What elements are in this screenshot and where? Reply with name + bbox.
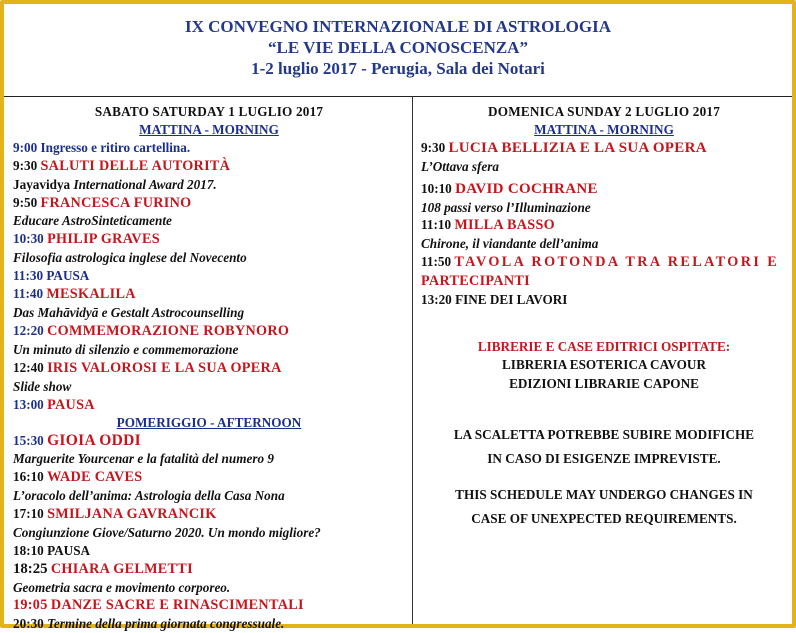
sunday-column (421, 103, 787, 531)
schedule-note (13, 176, 405, 194)
item-time: 15:30 (13, 433, 44, 449)
item-text: FINE DEI LAVORI (455, 292, 568, 308)
schedule-item (13, 596, 405, 615)
item-speaker: PAUSA (47, 396, 95, 413)
item-time: 12:40 (13, 359, 44, 375)
notice-en-line2: CASE OF UNEXPECTED REQUIREMENTS. (471, 511, 737, 527)
schedule-note: Marguerite Yourcenar e la fatalità del numero 9 (13, 451, 274, 467)
schedule-item (421, 180, 787, 199)
item-time: 10:30 (13, 231, 44, 247)
notice-italian (421, 423, 787, 471)
schedule-item (13, 322, 405, 341)
item-speaker: COMMEMORAZIONE ROBYNORO (47, 322, 290, 339)
item-speaker: TAVOLA ROTONDA TRA RELATORI E (454, 254, 780, 271)
schedule-item (13, 139, 405, 157)
note-text: International Award 2017. (73, 176, 217, 192)
schedule-note: Congiunzione Giove/Saturno 2020. Un mondo migliore? (13, 524, 321, 540)
schedule-item (13, 396, 405, 415)
poster-header (4, 16, 792, 79)
publisher-item: EDIZIONI LIBRARIE CAPONE (509, 375, 699, 391)
note-prefix: Jayavidya (13, 176, 74, 192)
schedule-note: Educare AstroSinteticamente (13, 213, 172, 229)
item-time: 11:30 (13, 268, 44, 284)
publishers-heading: LIBRERIE E CASE EDITRICI OSPITATE: (477, 338, 731, 354)
item-speaker: LUCIA BELLIZIA E LA SUA OPERA (448, 139, 707, 156)
schedule-item (13, 267, 405, 285)
saturday-day-heading: SABATO SATURDAY 1 LUGLIO 2017 (94, 104, 324, 119)
item-speaker: SMILJANA GAVRANCIK (47, 505, 217, 522)
publishers-block (421, 338, 787, 394)
schedule-item (13, 560, 405, 579)
schedule-note: Un minuto di silenzio e commemorazione (13, 341, 239, 357)
item-time: 18:10 (13, 542, 44, 558)
schedule-note: Geometria sacra e movimento corporeo. (13, 579, 231, 595)
item-time: 11:50 (421, 254, 452, 270)
item-time: 13:00 (13, 396, 44, 412)
schedule-item (13, 432, 405, 450)
item-time: 19:05 (13, 597, 48, 614)
item-time: 20:30 (13, 616, 44, 632)
saturday-morning-label: MATTINA - MORNING (139, 121, 279, 137)
item-time: 9:30 (421, 139, 446, 155)
schedule-note: Das Mahāvidyā e Gestalt Astrocounselling (13, 304, 245, 320)
item-time: 9:50 (13, 194, 38, 210)
schedule-note: 108 passi verso l’Illuminazione (421, 199, 591, 215)
congress-subtitle: “LE VIE DELLA CONOSCENZA” (268, 38, 528, 57)
notice-it-line1: LA SCALETTA POTREBBE SUBIRE MODIFICHE (453, 427, 755, 443)
item-speaker-continued: PARTECIPANTI (421, 273, 530, 290)
schedule-note: L’oracolo dell’anima: Astrologia della Casa Nona (13, 488, 285, 504)
item-time: 18:25 (13, 560, 48, 577)
column-divider (412, 96, 413, 624)
item-speaker: PHILIP GRAVES (47, 231, 160, 248)
item-text: PAUSA (47, 542, 91, 558)
item-speaker: GIOIA ODDI (47, 432, 141, 450)
item-speaker: CHIARA GELMETTI (50, 560, 193, 577)
item-text: Ingresso e ritiro cartellina. (40, 139, 191, 155)
item-speaker: WADE CAVES (47, 469, 143, 486)
header-divider (4, 96, 792, 97)
notice-en-line1: THIS SCHEDULE MAY UNDERGO CHANGES IN (455, 487, 753, 503)
item-speaker: MILLA BASSO (454, 217, 556, 234)
item-speaker: DAVID COCHRANE (455, 180, 598, 197)
item-time: 12:20 (13, 322, 44, 338)
schedule-note: L’Ottava sfera (421, 158, 500, 174)
schedule-item (421, 216, 787, 235)
item-time: 16:10 (13, 469, 44, 485)
schedule-item (421, 253, 787, 272)
schedule-item (13, 194, 405, 213)
item-time: 9:30 (13, 157, 38, 173)
item-time: 10:10 (421, 180, 452, 196)
notice-it-line2: IN CASO DI ESIGENZE IMPREVISTE. (487, 451, 721, 467)
item-time: 11:40 (13, 286, 44, 302)
schedule-item (13, 542, 405, 560)
schedule-item (13, 505, 405, 524)
item-speaker: MESKALILA (46, 286, 136, 303)
congress-date-place: 1-2 luglio 2017 - Perugia, Sala dei Notari (251, 59, 545, 78)
schedule-item (13, 285, 405, 304)
item-note: Termine della prima giornata congressuale. (47, 616, 285, 632)
notice-english (421, 483, 787, 531)
schedule-item-continued (421, 272, 787, 291)
congress-title: IX CONVEGNO INTERNAZIONALE DI ASTROLOGIA (184, 17, 612, 36)
schedule-item (13, 157, 405, 176)
schedule-item (421, 139, 787, 158)
schedule-item (13, 359, 405, 378)
item-speaker: DANZE SACRE E RINASCIMENTALI (50, 597, 304, 614)
schedule-item (13, 615, 405, 633)
item-speaker: IRIS VALOROSI E LA SUA OPERA (47, 359, 282, 376)
item-speaker: FRANCESCA FURINO (40, 194, 192, 211)
item-speaker: SALUTI DELLE AUTORITÀ (40, 157, 231, 174)
schedule-note: Chirone, il viandante dell’anima (421, 236, 599, 252)
item-time: 17:10 (13, 505, 44, 521)
schedule-item (13, 468, 405, 487)
saturday-afternoon-label: POMERIGGIO - AFTERNOON (116, 415, 302, 431)
saturday-column (13, 103, 405, 633)
schedule-item (421, 291, 787, 309)
schedule-note: Slide show (13, 378, 72, 394)
item-title: PAUSA (46, 268, 90, 284)
item-time: 11:10 (421, 217, 452, 233)
schedule-note: Filosofia astrologica inglese del Novecento (13, 250, 247, 266)
item-time: 9:00 (13, 139, 38, 155)
sunday-morning-label: MATTINA - MORNING (534, 121, 674, 137)
publisher-item: LIBRERIA ESOTERICA CAVOUR (502, 357, 706, 373)
sunday-day-heading: DOMENICA SUNDAY 2 LUGLIO 2017 (488, 104, 720, 119)
schedule-item (13, 230, 405, 249)
item-time: 13:20 (421, 292, 452, 308)
